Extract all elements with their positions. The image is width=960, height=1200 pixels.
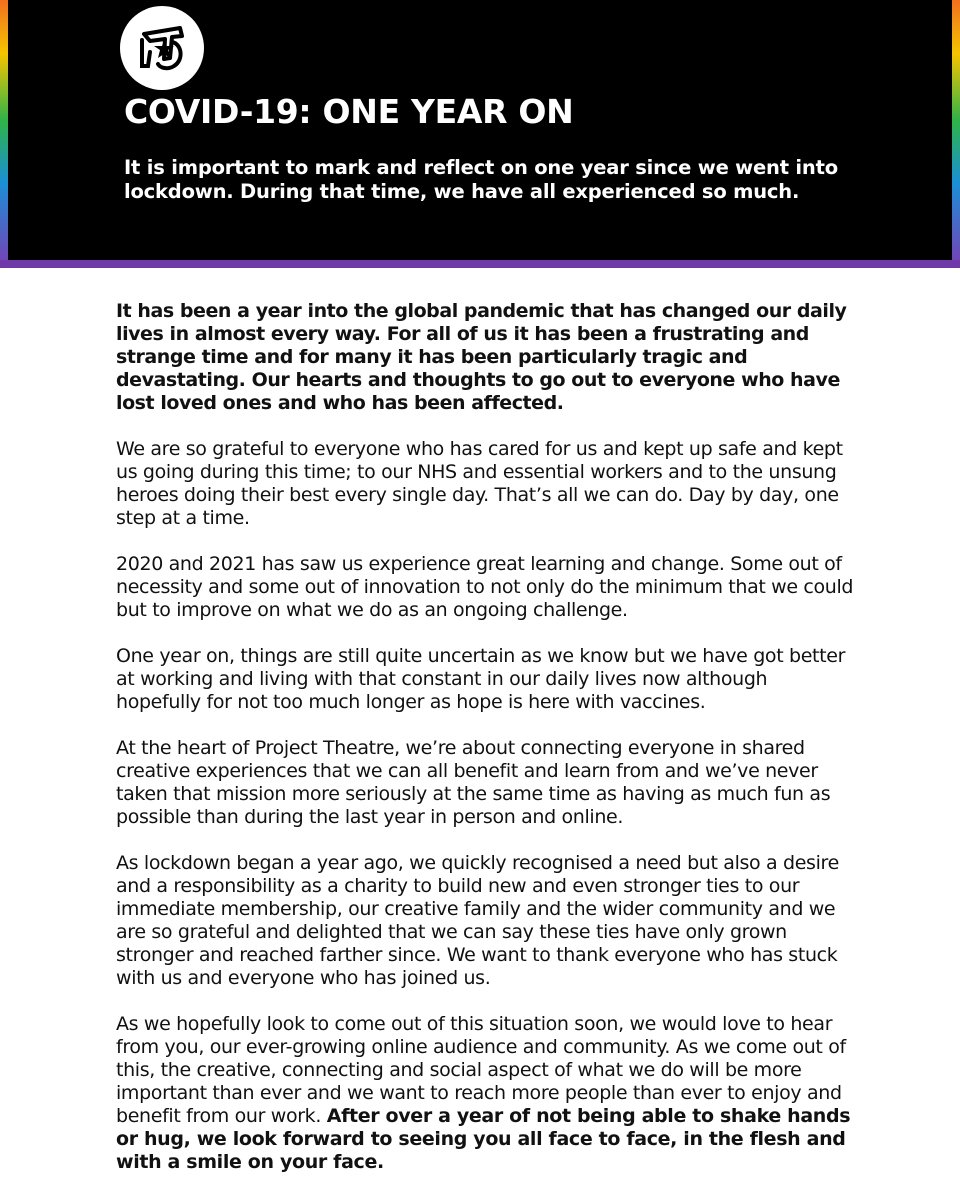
paragraph-intro: It has been a year into the global pandemic that has changed our daily lives in almost every way. For all of us it has been a frustrating and strange time and for many it has been particularly tragic and devastating. Our hearts and thoughts to go out to everyone who have lost loved ones and who has been affected. — [116, 300, 847, 414]
paragraph-learning: 2020 and 2021 has saw us experience great learning and change. Some out of necessity and some out of innovation to not only do the minimum that we could but to improve on what we do as an ongoing challenge. — [116, 553, 854, 621]
paragraph-uncertainty: One year on, things are still quite uncertain as we know but we have got better at working and living with that constant in our daily lives now although hopefully for not too much longer as hope is here with vaccines. — [116, 645, 846, 713]
paragraph-lockdown: As lockdown began a year ago, we quickly recognised a need but also a desire and a responsibility as a charity to build new and even stronger ties to our immediate membership, our creative family and the wider community and we are so grateful and delighted that we can say these ties have only grown stronger and reached farther since. We want to thank everyone who has stuck with us and everyone who has joined us. — [116, 852, 839, 989]
page-subtitle: It is important to mark and reflect on one year since we went into lockdown. During that time, we have all experienced so much. — [124, 156, 838, 203]
paragraph-mission: At the heart of Project Theatre, we’re about connecting everyone in shared creative experiences that we can all benefit and learn from and we’ve never taken that mission more seriously at the same time as having as much fun as possible than during the last year in person and online. — [116, 737, 831, 828]
project-theatre-star-logo-icon — [120, 6, 204, 90]
header-divider — [0, 260, 960, 268]
closing-regular-text: As we hopefully look to come out of this situation soon, we would love to hear from you, our ever-growing online audience and community. As we come out of this, the creative, connecting and social aspect of what we do will be more important than ever and we want to reach more people than ever to enjoy and benefit from our work. — [116, 1013, 846, 1127]
paragraph-gratitude: We are so grateful to everyone who has cared for us and kept up safe and kept us going during this time; to our NHS and essential workers and to the unsung heroes doing their best every single day. That’s all we can do. Day by day, one step at a time. — [116, 438, 843, 529]
article-body — [116, 300, 856, 1197]
header-banner — [0, 0, 960, 268]
page-title: COVID-19: ONE YEAR ON — [124, 92, 574, 131]
paragraph-closing — [116, 1013, 856, 1174]
header-panel — [8, 0, 952, 260]
closing-bold-text: After over a year of not being able to shake hands or hug, we look forward to seeing you all face to face, in the flesh and with a smile on your face. — [116, 1105, 851, 1173]
